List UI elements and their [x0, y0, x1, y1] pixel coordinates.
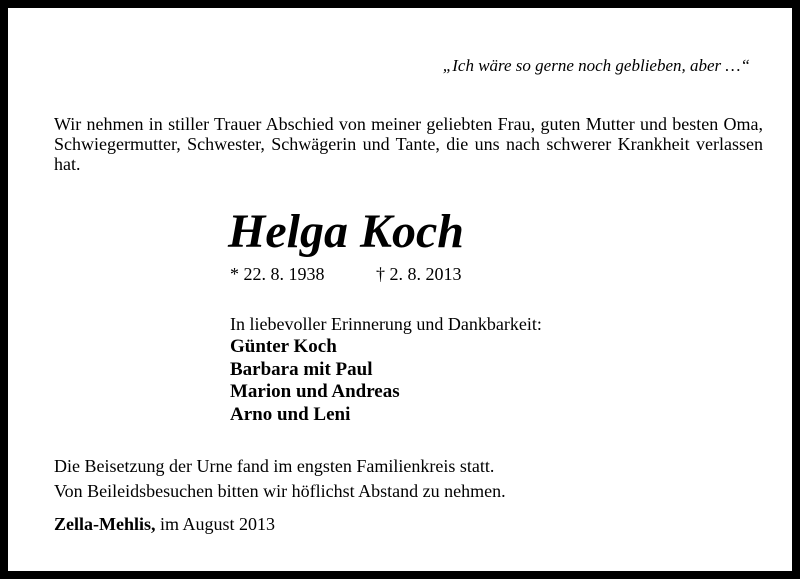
survivor-name: Günter Koch: [230, 336, 337, 357]
notice-date: im August 2013: [155, 514, 276, 534]
epigraph-quote: „Ich wäre so gerne noch geblieben, aber …“: [442, 56, 750, 75]
survivors-list: [230, 336, 400, 426]
burial-note: Die Beisetzung der Urne fand im engsten Familienkreis statt.: [54, 456, 495, 476]
survivor-name: Arno und Leni: [230, 403, 351, 425]
survivor-name: Marion und Andreas: [230, 381, 400, 402]
place-name: Zella-Mehlis,: [54, 514, 156, 534]
condolence-note: Von Beileidsbesuchen bitten wir höflichst Abstand zu nehmen.: [54, 481, 506, 501]
deceased-name: Helga Koch: [228, 205, 464, 258]
life-dates: [230, 264, 462, 285]
intro-text: Wir nehmen in stiller Trauer Abschied von meiner geliebten Frau, guten Mutter und besten Oma, Schwiegermutter, Schwester, Schwägerin und Tante, die uns nach schwerer Krankheit verlassen hat.: [54, 114, 763, 174]
closing-text: [54, 454, 506, 504]
death-date: † 2. 8. 2013: [376, 264, 462, 284]
survivor-name: Barbara mit Paul: [230, 358, 373, 380]
remembrance-line: In liebevoller Erinnerung und Dankbarkeit:: [230, 314, 542, 334]
place-and-date: [54, 514, 275, 535]
birth-date: * 22. 8. 1938: [230, 264, 325, 284]
